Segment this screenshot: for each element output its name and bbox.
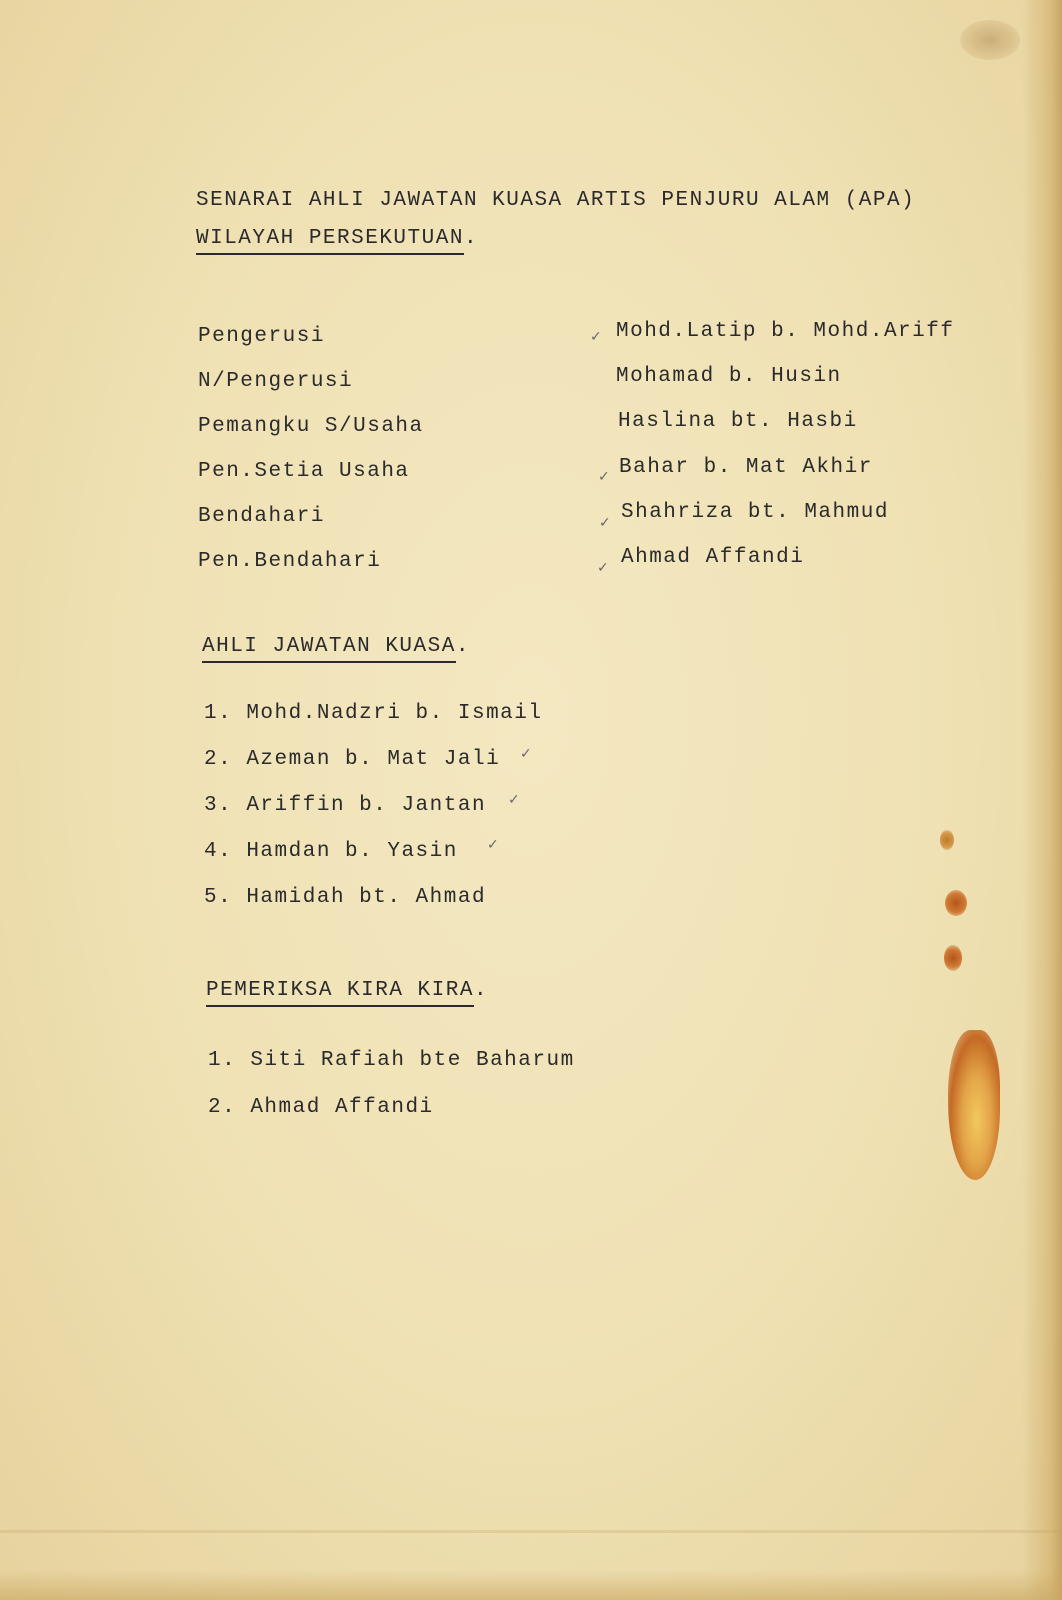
paper-fold-line [0, 1530, 1062, 1533]
handwritten-tick-mark: ✓ [598, 469, 610, 485]
officer-name: Bahar b. Mat Akhir [619, 456, 873, 479]
position-label: Pen.Setia Usaha [198, 460, 410, 483]
auditor-member [208, 1097, 434, 1118]
position-label: Pengerusi [198, 325, 325, 348]
member-name: Hamidah bt. Ahmad [246, 886, 487, 909]
committee-heading-period: . [455, 635, 470, 658]
member-name: Ahmad Affandi [250, 1096, 434, 1119]
officer-name: Haslina bt. Hasbi [618, 410, 858, 433]
position-label: N/Pengerusi [198, 370, 354, 393]
committee-member [204, 795, 486, 816]
title-line2-text: WILAYAH PERSEKUTUAN [196, 227, 464, 255]
member-name: Azeman b. Mat Jali [246, 748, 501, 771]
member-number: 4. [204, 840, 233, 863]
member-name: Siti Rafiah bte Baharum [250, 1049, 575, 1072]
paper-edge-right [1022, 0, 1062, 1600]
auditors-heading-text: PEMERIKSA KIRA KIRA [206, 979, 474, 1007]
auditors-heading [206, 980, 488, 1001]
member-number: 1. [208, 1049, 237, 1072]
handwritten-tick-mark: ✓ [508, 792, 520, 808]
stain [948, 1030, 1000, 1180]
stain [944, 945, 962, 971]
title-line2-period: . [463, 227, 479, 250]
position-label: Bendahari [198, 505, 325, 528]
handwritten-tick-mark: ✓ [597, 560, 609, 576]
member-name: Mohd.Nadzri b. Ismail [246, 702, 543, 725]
committee-heading [202, 636, 470, 657]
member-number: 5. [204, 886, 233, 909]
paper-edge-bottom [0, 1570, 1062, 1600]
position-label: Pen.Bendahari [198, 550, 382, 573]
handwritten-tick-mark: ✓ [487, 837, 499, 853]
member-number: 2. [204, 748, 233, 771]
stain [945, 890, 967, 916]
document-title-line1: SENARAI AHLI JAWATAN KUASA ARTIS PENJURU ALAM (APA) [196, 189, 916, 212]
officer-name: Mohd.Latip b. Mohd.Ariff [616, 320, 955, 343]
member-number: 2. [208, 1096, 237, 1119]
handwritten-tick-mark: ✓ [590, 329, 602, 345]
handwritten-tick-mark: ✓ [520, 746, 532, 762]
auditors-heading-period: . [473, 979, 489, 1002]
committee-member [204, 841, 458, 862]
committee-member [204, 749, 500, 770]
committee-member [204, 887, 486, 908]
position-label: Pemangku S/Usaha [198, 415, 424, 438]
member-name: Hamdan b. Yasin [246, 840, 458, 863]
officer-name: Shahriza bt. Mahmud [621, 501, 889, 524]
committee-heading-text: AHLI JAWATAN KUASA [202, 635, 456, 663]
officer-name: Mohamad b. Husin [616, 365, 842, 388]
auditor-member [208, 1050, 575, 1071]
stain [940, 830, 954, 850]
member-number: 1. [204, 702, 233, 725]
stain [960, 20, 1020, 60]
handwritten-tick-mark: ✓ [599, 515, 611, 531]
member-number: 3. [204, 794, 233, 817]
committee-member [204, 703, 542, 724]
officer-name: Ahmad Affandi [621, 546, 805, 569]
document-title-line2 [196, 228, 478, 249]
member-name: Ariffin b. Jantan [246, 794, 487, 817]
